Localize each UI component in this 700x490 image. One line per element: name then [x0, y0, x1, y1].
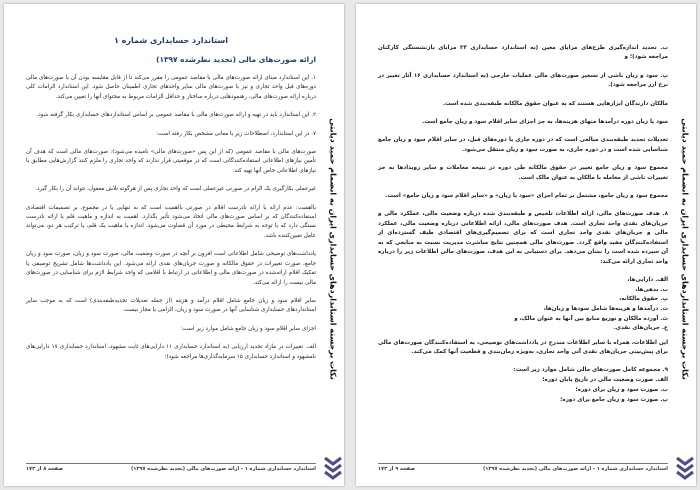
paragraph: اجزای سایر اقلام سود و زیان جامع شامل موارد زیر است: — [180, 325, 316, 332]
standard-heading: استاندارد حسابداری شماره ۱ — [114, 36, 228, 45]
list-item: ۹. مجموعه کامل صورت‌های مالی شامل موارد زیر است: — [513, 367, 668, 374]
list-item: ب. صورت سود و زیان برای دوره؛ — [575, 386, 668, 393]
paragraph: صورت‌های مالی با مقاصد عمومی (که از این پس «صورت‌های مالی» نامیده می‌شود): صورت‌های مالی است که هدف آن تأمین نیازهای اطلاعاتی استفاده‌کنندگانی است که در موقعیتی قرار ندارند که واحد تجاری را ملزم کنند گزارش‌هایی مطابق با نیازهای اطلاعاتی خاص آنها تهیه کند. — [26, 149, 316, 174]
triple-chevron-down-icon[interactable] — [674, 456, 696, 480]
paragraph: سایر اقلام سود و زیان جامع شامل اقلام درآمد و هزینه (از جمله تعدیلات تجدیدطبقه‌بندی) است که به موجب سایر استانداردهای حسابداری شناسایی آنها در صورت سود و زیان، الزامی یا مجاز نیست. — [26, 297, 316, 314]
paragraph: ۱. این استاندارد مبنای ارائه صورت‌های مالی با مقاصد عمومی را مقرر می‌کند تا از قابل مقایسه بودن آن با صورت‌های مالی دوره‌های قبل واحد تجاری و نیز با صورت‌های مالی سایر واحدهای تجاری اطمینان حاصل شود. این استاندارد الزامات کلی درباره ارائه صورت‌های مالی، رهنمودهایی درباره ساختار و حداقل الزامات مربوط به محتوای آنها را تعیین می‌کند. — [26, 75, 316, 100]
paragraph: مجموع سود و زیان جامع تغییر در حقوق مالکانه طی دوره در نتیجه معاملات و سایر رویدادها به جز تغییرات ناشی از معامله با مالکان به عنوان مالک است. — [378, 165, 668, 181]
left-page-footer — [26, 463, 316, 472]
paragraph: پ. سود و زیان ناشی از تسعیر صورت‌های مالی عملیات خارجی (به استاندارد حسابداری ۱۶ آثار تغییر در نرخ ارز مراجعه شود). — [378, 72, 669, 89]
list-item: الف. دارایی‌ها، — [627, 276, 668, 283]
right-page-footer — [378, 463, 668, 472]
paragraph: مالکان دارندگان ابزارهایی هستند که به عنوان حقوق مالکانه طبقه‌بندی شده است. — [442, 100, 668, 107]
paragraph: ب. تجدید اندازه‌گیری طرح‌های مزایای معین (به استاندارد حسابداری ۳۳ مزایای بازنشستگی کارکنان مراجعه شود)؛ و — [378, 45, 669, 61]
left-side-banner — [322, 4, 344, 486]
list-item: ث. آورده مالکان و توزیع منابع بین آنها به عنوان مالک، و — [514, 315, 668, 322]
paragraph: ۷. در این استاندارد، اصطلاحات زیر با معانی مشخص بکار رفته است: — [156, 130, 316, 137]
page-number: صفحه ۹ از ۱۷۳ — [378, 466, 416, 472]
paragraph: یادداشت‌های توضیحی شامل اطلاعاتی است افزون بر آنچه در صورت وضعیت مالی، صورت سود و زیان، صورت سود و زیان جامع، صورت تغییرات در حقوق مالکانه و صورت جریان‌های نقدی ارائه می‌شود. این یادداشت‌ها شامل تشریح توصیفی یا تفکیک اقلام ارائه‌شده در صورت‌های مالی و اطلاعاتی در ارتباط با اقلامی که واجد شرایط لازم برای شناسایی در صورت‌های مالی نیست را ارائه می‌کند. — [26, 251, 316, 286]
paragraph: مجموع سود و زیان جامع، مشتمل بر تمام اجزای «سود یا زیان» و «سایر اقلام سود و زیان جامع» است. — [385, 193, 668, 200]
paragraph: غیرعملی بکارگیری یک الزام در صورتی غیرعملی است که واحد تجاری پس از هرگونه تلاش معقول، نتواند آن را بکار گیرد. — [35, 186, 316, 193]
paragraph: الف. تغییرات در مازاد تجدید ارزیابی (به استاندارد حسابداری ۱۱ دارایی‌های ثابت مشهود، استاندارد حسابداری ۱۷ دارایی‌های نامشهود و استاندارد حسابداری ۱۵ سرمایه‌گذاری‌ها مراجعه شود)؛ — [26, 344, 316, 360]
paragraph: تعدیلات تجدید طبقه‌بندی مبالغی است که در دوره جاری یا دوره‌های قبل، در سایر اقلام سود و زیان جامع شناسایی شده است و در دوره جاری، به صورت سود و زیان منتقل می‌شود. — [378, 137, 668, 153]
list-item: ج. جریان‌های نقدی. — [613, 325, 668, 332]
standard-subheading: ارائه صورت‌های مالی (تجدید نظرشده ۱۳۹۷) — [156, 55, 316, 64]
right-page-body — [378, 44, 668, 405]
paragraph: بااهمیت: عدم ارائه یا ارائه نادرست اقلام در صورتی بااهمیت است که به تنهایی یا در مجموع، بر تصمیمات اقتصادی استفاده‌کنندگان که بر اساس صورت‌های مالی اتخاذ می‌شود تأثیر بگذارد. اهمیت به اندازه و ماهیت قلم یا ارائه نادرست بستگی دارد که با توجه به شرایط محیطی در مورد آن قضاوت می‌شود. اندازه یا ماهیت یک قلم، یا ترکیب هر دو، می‌تواند عامل تعیین‌کننده باشد. — [26, 204, 316, 239]
list-item: پ. صورت سود و زیان جامع برای دوره؛ — [560, 396, 668, 403]
list-item: پ. حقوق مالکانه، — [619, 296, 668, 303]
page-number: صفحه ۸ از ۱۷۳ — [26, 466, 64, 472]
paragraph: ۲. این استاندارد باید در تهیه و ارائه صورت‌های مالی با مقاصد عمومی بر اساس استانداردهای حسابداری بکار گرفته شود. — [36, 112, 316, 119]
footer-title: استاندارد حسابداری شماره ۱ - ارائه صورت‌های مالی (تجدید نظرشده ۱۳۹۷) — [483, 466, 668, 472]
list-item: ب. بدهی‌ها، — [635, 286, 668, 293]
right-side-title: نکات برجسته استانداردهای حسابداری ایران به انضمام حمید دیانتی — [680, 118, 690, 380]
right-side-banner — [674, 4, 696, 486]
triple-chevron-down-icon[interactable] — [322, 456, 344, 480]
right-page — [356, 4, 696, 486]
left-page-body — [26, 36, 316, 371]
paragraph: این اطلاعات، همراه با سایر اطلاعات مندرج در یادداشت‌های توضیحی، به استفاده‌کنندگان صورت‌های مالی برای پیش‌بینی جریان‌های نقدی آتی واحد تجاری، به‌ویژه زمان‌بندی و قطعیت آنها کمک می‌کند. — [378, 339, 668, 356]
list-item: ت. درآمدها و هزینه‌ها شامل سودها و زیان‌ها، — [543, 306, 668, 313]
left-page — [4, 4, 344, 486]
paragraph: سود یا زیان دوره درآمدها منهای هزینه‌ها، به جز اجزای سایر اقلام سود و زیان جامع است. — [422, 119, 668, 126]
footer-title: استاندارد حسابداری شماره ۱ - ارائه صورت‌های مالی (تجدید نظرشده ۱۳۹۷) — [131, 466, 316, 472]
left-side-title: نکات برجسته استانداردهای حسابداری ایران به انضمام حمید دیانتی — [328, 118, 338, 380]
list-item: الف. صورت وضعیت مالی در تاریخ پایان دوره؛ — [542, 377, 668, 384]
paragraph: ۸. هدف صورت‌های مالی، ارائه اطلاعات تلخیص و طبقه‌بندی شده درباره وضعیت مالی، عملکرد مالی و جریان‌های نقدی واحد تجاری است. هدف صورت‌های مالی، ارائه اطلاعاتی درباره وضعیت مالی، عملکرد مالی و جریان‌های نقدی واحد تجاری است که برای تصمیم‌گیری‌های اقتصادی طیف گسترده‌ای از استفاده‌کنندگان مفید واقع گردد. صورت‌های مالی همچنین نتایج مباشرت مدیریت نسبت به منابعی که به آن سپرده شده است را نشان می‌دهد. برای دستیابی به این هدف، صورت‌های مالی اطلاعات زیر را درباره واحد تجاری ارائه می‌کند: — [378, 211, 668, 265]
